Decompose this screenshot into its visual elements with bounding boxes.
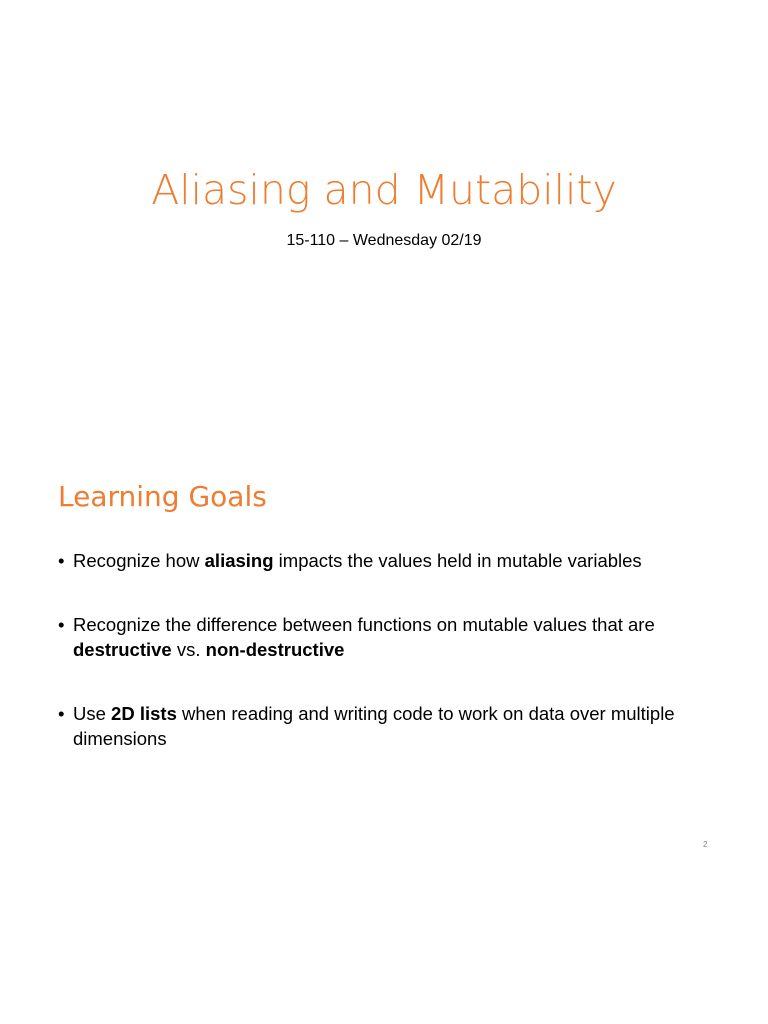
goal-text: Recognize how <box>73 550 205 571</box>
page-number: 2 <box>703 840 708 849</box>
slide-title: Aliasing and Mutability <box>151 166 617 214</box>
bullet-point: • <box>58 550 65 571</box>
learning-goals-list <box>58 548 738 790</box>
bullet-point: • <box>58 703 65 724</box>
goal-item-destructive <box>58 612 738 662</box>
goal-text: Recognize the difference between functions on mutable values that are <box>73 614 655 635</box>
goal-item-2d-lists <box>58 701 738 751</box>
goal-text: Use <box>73 703 112 724</box>
goal-keyword: non-destructive <box>205 639 345 660</box>
goal-keyword: destructive <box>73 639 172 660</box>
goal-text: when reading and writing code to work on data over multiple dimensions <box>73 703 675 749</box>
goal-text: vs. <box>171 639 206 660</box>
slide-subtitle: 15-110 – Wednesday 02/19 <box>286 232 482 249</box>
goal-keyword: aliasing <box>204 550 274 571</box>
learning-goals-heading: Learning Goals <box>58 480 267 513</box>
bullet-point: • <box>58 614 65 635</box>
goal-text: impacts the values held in mutable variables <box>273 550 642 571</box>
goal-keyword: 2D lists <box>111 703 177 724</box>
goal-item-aliasing <box>58 548 738 573</box>
